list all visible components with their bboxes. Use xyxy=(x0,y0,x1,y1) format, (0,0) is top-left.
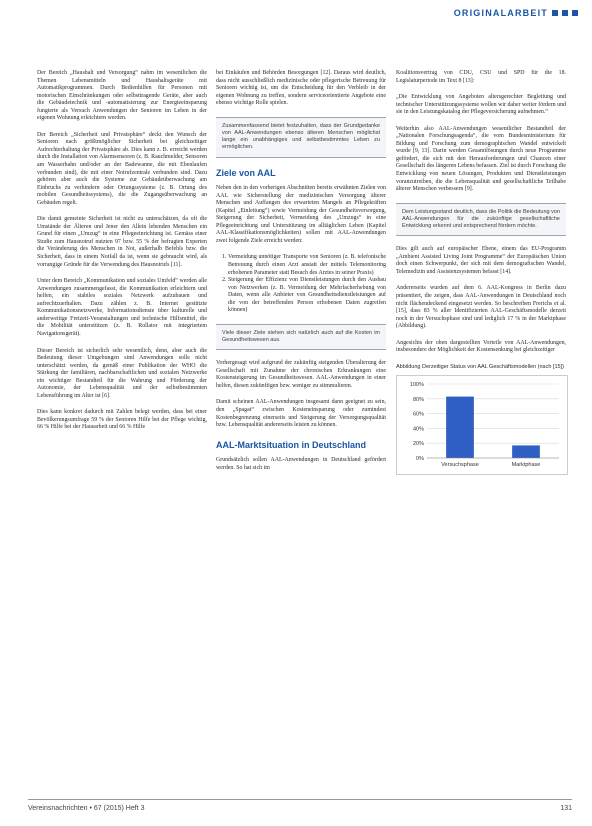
paragraph: Damit scheinen AAL-Anwendungen insgesamt dann geeignet zu sein, den „Spagat“ zwischen Kosteneinsparung oder zumindest Kostenbegrenzung einerseits und Steigerung der Versorgungsqualität bzw. Lebensqualität andererseits leisten zu können. xyxy=(216,399,386,429)
paragraph: Dieser Bereich ist sicherlich sehr wesentlich, denn, aber auch die Bedeutung dieser Umgebungen sind Anwendungen solle nicht unterschätzt werden, da gemäß einer Publikation der WHO die Stärkung der familiären, nachbarschaftlichen und sozialen Netzwerke ein wichtiger Bestandteil für die Wahrung und Förderung der Autonomie, der Lebensqualität und der selbstbestimmten Lebensführung im Alter ist [6]. xyxy=(37,347,207,399)
footer-journal: Vereinsnachrichten • 67 (2015) Heft 3 xyxy=(28,804,145,812)
page-number: 131 xyxy=(560,804,572,812)
paragraph: Andererseits wurden auf dem 6. AAL-Kongress in Berlin dazu präsentiert, die zeigen, dass AAL-Anwendungen in Deutschland noch nicht flächendeckend eingesetzt werden. So beschreiben Frerichs et al. [15], dass 83 % aller Identifizierten AAL-Geschäftsmodelle derzeit noch in der Versuchsphase sind und lediglich 17 % in der Marktphase (Abbildung). xyxy=(396,285,566,330)
x-tick-label: Versuchsphase xyxy=(441,461,479,468)
paragraph: Grundsätzlich sollen AAL-Anwendungen in Deutschland gefördert werden. So hat sich im xyxy=(216,457,386,471)
y-tick-label: 100% xyxy=(409,381,424,388)
bar xyxy=(512,445,540,458)
paragraph: Der Bereich „Haushalt und Versorgung“ nahm im wesentlichen die Themen Lebensmitteln und Haushaltsgeräte mit Automatikprogrammen. Durch Bedienhilfen für Personen mit motorischen Einschränkungen oder selbsttragende Geräte, aber auch die Gebäudetechnik und -automatisierung zur Energieeinsparung fungierte als Versuch Anwendungen der Senioren im Leben in der eigenen Wohnung erleichtern werden. xyxy=(37,70,207,122)
y-tick-label: 40% xyxy=(412,426,424,433)
section-heading-markt: AAL-Marktsituation in Deutschland xyxy=(216,439,367,450)
bar xyxy=(446,396,474,457)
quote-paragraph: „Die Entwicklung von Angeboten altersgerechter Begleitung und technischer Unterstützungssysteme wollen wir daher weiter fördern und sie in den Leistungskatalog der Pflegeversicherung aufnehmen.“ xyxy=(396,94,566,116)
goal-list xyxy=(216,254,386,314)
list-item: 2. Steigerung der Effizienz von Dienstleistungen durch den Ausbau von Netzwerken (z. B. Vermeidung der Mehrfacherhebung von Daten, wenn alle Anbieter von Gesundheitsdienstleistungen auf die von der betreffenden Person erhobenen Daten zugreifen können) xyxy=(228,277,386,315)
section-header xyxy=(454,6,578,20)
y-tick-label: 20% xyxy=(412,441,424,448)
y-tick-label: 60% xyxy=(412,411,424,418)
paragraph: Dies gilt auch auf europäischer Ebene, einem das EU-Programm „Ambient Assisted Living Joint Programme“ der Europäischen Union doch einen Schwerpunkt, der sich mit dem demografischen Wandel, Telemedizin und Assistenzsystemen befasst [14]. xyxy=(396,246,566,275)
y-tick-label: 80% xyxy=(412,396,424,403)
header-square xyxy=(562,10,568,16)
list-item: 1. Vermeidung unnötiger Transporte von Senioren (z. B. telefonische Betreuung durch einen Arzt anstatt der mittels Telemonitoring erhobenen Parameter statt Besuch des Arztes in seiner Praxis) xyxy=(228,254,386,277)
section-heading-ziele: Ziele von AAL xyxy=(216,167,276,178)
paragraph: Neben den in den vorherigen Abschnitten bereits erwähnten Zielen von AAL wie Sicherstellung der medizinischen Versorgung älterer Menschen und Auffangen des erwarteten Mangels an Pflegekräften (Kapitel „Einleitung“) sowie Vermeidung der Gesundheitsversorgung, Steigerung der Sicherheit, Vermeidung des „Umzugs“ in eine Pflegeeinrichtung und Unterstützung im alltäglichen Leben (Kapitel AAL-Klassifikationsmöglichkeiten) sollen mit AAL-Anwendungen zwei folgende Ziele erreicht werden: xyxy=(216,185,386,244)
paragraph: Die damit gemeinte Sicherheit ist nicht zu unterschätzen, da oft die Umstände der Älteren und Jener den Allein lebenden Menschen ein Grund für einen „Umzug“ in eine Pflegeeinrichtung ist. Gemäss einer Studie zum Hausnotruf nutzten 97 bzw. 55 % der befragten Experten die Veränderung des Menschen in Not, außerhalb Befehls bzw. die Sicherheit, dass in einem Notfall da ist, wenn sie gebraucht wird, als vorrangige Gründe für die Verwendung des Hausnotrufs [11]. xyxy=(37,216,207,268)
paragraph: bei Einkäufen und Behörden Besorgungen [12]. Daraus wird deutlich, dass nicht ausschließlich medizinische oder pflegerische Betreuung für Senioren wichtig ist, um die Entscheidung für den Verbleib in der eigenen Wohnung zu treffen, sondern serviceorientierte Angebote eine ebenso wichtige Rolle spielen. xyxy=(216,70,386,107)
y-tick-label: 0% xyxy=(416,455,424,462)
page-footer xyxy=(28,799,572,816)
bar-chart xyxy=(397,376,567,474)
column-1 xyxy=(37,70,207,441)
paragraph: Unter dem Bereich „Kommunikation und soziales Umfeld“ werden alle Anwendungen zusammengefasst, die Kommunikation erleichtern und helfen, ein stabiles soziales Netzwerk aufzubauen und aufrechtzuerhalten. Dazu zählen z. B. Internet gestützte Kommunikationsnetzwerke, Informationsdienste über kulturelle und anderweitige Freizeit-Veranstaltungen und technische Hilfsmittel, die die Mobilität unterstützen (z. B. Rollator mit integriertem Navigationsgerät). xyxy=(37,278,207,337)
bar-chart-figure xyxy=(396,375,568,475)
summary-box: Dem Leistungsstand deutlich, dass die Politik die Bedeutung von AAL-Anwendungen für die zukünftige gesellschaftliche Entwicklung erkennt und entsprechend fördern möchte. xyxy=(396,203,566,237)
figure-caption: Abbildung Derzeitiger Status von AAL Geschäftsmodellen (nach [15]) xyxy=(396,363,564,370)
paragraph: Weiterhin also AAL-Anwendungen wesentlicher Bestandteil der „Nationalen Forschungsagenda“, die vom Bundesministerium für Bildung und Forschung zum demographischen Wandel entwickelt wurde [9, 13]. Darin werden Gesamtlösungen durch neue Programme gefördert, die sich mit den Herausforderungen und Chancen einer Gesellschaft des längeren Lebens befassen. Ziel ist durch Forschung die Entwicklung von neuen Lösungen, Produkten und Dienstleistungen voranzutreiben, die die Lebensqualität und gesellschaftliche Teilhabe älterer Menschen verbessern [9]. xyxy=(396,125,566,193)
paragraph: Angesichts der oben dargestellten Vorteile von AAL-Anwendungen, insbesondere der Möglichkeit der Kostensenkung bei gleichzeitiger xyxy=(396,339,566,354)
x-tick-label: Marktphase xyxy=(511,461,541,468)
summary-box: Zusammenfassend bietet festzuhalten, dass der Grundgedanke von AAL-Anwendungen ebenso älteren Menschen möglichst lange ein unabhängiges und selbstbestimmtes Leben zu ermöglichen. xyxy=(216,117,386,158)
header-square xyxy=(572,10,578,16)
paragraph: Koalitionsvertrag von CDU, CSU und SPD für die 18. Legislaturperiode im Text 8 [13]: xyxy=(396,70,566,84)
summary-box: Viele dieser Ziele stehen sich natürlich auch auf die Kosten im Gesundheitswesen aus. xyxy=(216,324,386,350)
paragraph: Vorhergesagt wird aufgrund der zukünftig steigenden Überalterung der Gesellschaft mit Zunahme der chronischen Erkrankungen eine Kostensteigerung im Gesundheitswesen. AAL-Anwendungen in einer helfen, diesen zukünftigen bzw. weniger zu stimmulieren. xyxy=(216,360,386,389)
column-3 xyxy=(396,70,566,475)
header-square xyxy=(552,10,558,16)
paragraph: Der Bereich „Sicherheit und Privatsphäre“ deckt den Wunsch der Senioren nach größtmöglicher Sicherheit bei gleichzeitiger Aufrechterhaltung der Privatsphäre ab. Dies kann z. B. erreicht werden durch die Installation von Alarmsensoren (z. B. Rauchmelder, Sensoren am Wasserhahn und/oder an der Badewanne, die mit Ebenlaufen verbunden sind), die mit einer Notrufzentrale verbunden sind. Dazu gehören aber auch die Systeme zur Gebäudeüberwachung am Einbruchs zu verhindern oder Ortungssysteme (z. B. Ortung des mobilen Gesundheitssystems), die die Zugangsüberwachung an Gebäuden regelt. xyxy=(37,131,207,206)
paragraph: Dies kann konkret dadurch mit Zahlen belegt werden, dass bei einer Bevölkerungsumfrage 59 % der Senioren Hilfe bei der Pflege wichtig, 66 % Hilfe bei der Hausarbeit und 66 % Hilfe xyxy=(37,409,207,431)
column-2 xyxy=(216,70,386,481)
header-title: ORIGINALARBEIT xyxy=(453,8,548,18)
